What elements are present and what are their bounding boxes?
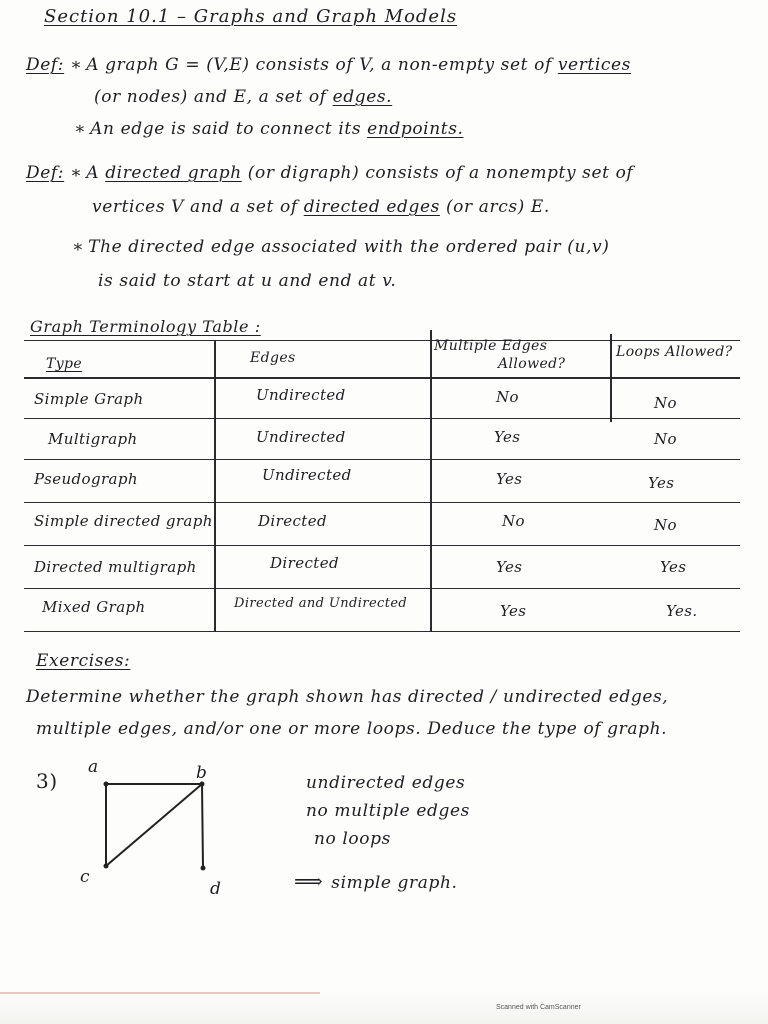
asterisk-icon: ∗ bbox=[70, 55, 83, 75]
vertex-c bbox=[104, 864, 109, 869]
row-type: Mixed Graph bbox=[42, 598, 146, 616]
row-loops: No bbox=[654, 430, 677, 448]
def2-text-1a: A bbox=[86, 163, 106, 183]
bottom-edge-stroke bbox=[0, 992, 320, 994]
def2-term-directed-edges: directed edges bbox=[303, 197, 440, 217]
def1-label: Def: bbox=[26, 55, 65, 75]
table-top-rule bbox=[24, 340, 740, 341]
def1-term-edges: edges. bbox=[332, 87, 393, 107]
vertex-d bbox=[201, 866, 206, 871]
row-multiple: Yes bbox=[496, 558, 523, 576]
def2-line4: is said to start at u and end at v. bbox=[98, 271, 397, 291]
vertex-label-b: b bbox=[196, 763, 208, 783]
vertex-label-d: d bbox=[210, 879, 222, 899]
exercise-number: 3) bbox=[36, 769, 58, 793]
table-row-rule bbox=[24, 502, 740, 503]
exercise-prompt-2: multiple edges, and/or one or more loops. Deduce the type of graph. bbox=[36, 719, 668, 739]
row-edges: Directed and Undirected bbox=[234, 596, 408, 611]
def1-line3 bbox=[74, 118, 464, 140]
def2-line3 bbox=[72, 236, 610, 258]
row-type: Directed multigraph bbox=[34, 558, 197, 576]
row-edges: Undirected bbox=[256, 428, 346, 446]
row-type: Simple Graph bbox=[34, 390, 144, 408]
row-edges: Undirected bbox=[262, 466, 352, 484]
row-multiple: Yes bbox=[496, 470, 523, 488]
scanner-watermark: Scanned with CamScanner bbox=[496, 1004, 581, 1011]
edge-b-d bbox=[202, 784, 203, 868]
row-type: Pseudograph bbox=[34, 470, 138, 488]
row-multiple: No bbox=[502, 512, 525, 530]
def2-text-1c: (or digraph) consists of a nonempty set of bbox=[241, 163, 634, 183]
row-loops: Yes bbox=[648, 474, 675, 492]
conclusion-line bbox=[294, 870, 458, 894]
conclusion-text: simple graph. bbox=[331, 873, 458, 893]
row-loops: Yes bbox=[660, 558, 687, 576]
page-bottom-shade bbox=[0, 990, 768, 1024]
row-multiple: Yes bbox=[494, 428, 521, 446]
row-loops: No bbox=[654, 394, 677, 412]
def1-term-endpoints: endpoints. bbox=[367, 119, 464, 139]
table-row-rule bbox=[24, 418, 740, 419]
row-edges: Undirected bbox=[256, 386, 346, 404]
def2-text-3: The directed edge associated with the ordered pair (u,v) bbox=[88, 237, 610, 257]
header-loops: Loops Allowed? bbox=[616, 344, 733, 360]
vertex-label-c: c bbox=[80, 867, 91, 887]
exercise-prompt-1: Determine whether the graph shown has directed / undirected edges, bbox=[26, 687, 669, 707]
answer-line-1: undirected edges bbox=[306, 773, 466, 793]
answer-line-2: no multiple edges bbox=[306, 801, 470, 821]
def2-text-2c: (or arcs) E. bbox=[439, 197, 550, 217]
vertex-label-a: a bbox=[88, 757, 99, 777]
def1-text-3: An edge is said to connect its bbox=[90, 119, 368, 139]
row-loops: Yes. bbox=[666, 602, 698, 620]
table-header-rule bbox=[24, 377, 740, 379]
header-multiple-1: Multiple Edges bbox=[434, 338, 548, 354]
table-bottom-rule bbox=[24, 631, 740, 632]
def1-term-vertices: vertices bbox=[557, 55, 632, 75]
def1-text-1: A graph G = (V,E) consists of V, a non-empty set of bbox=[86, 55, 558, 75]
row-edges: Directed bbox=[270, 554, 339, 572]
table-label: Graph Terminology Table : bbox=[30, 317, 261, 336]
def2-line1 bbox=[26, 162, 633, 184]
def1-text-2: (or nodes) and E, a set of bbox=[94, 87, 333, 107]
implies-arrow-icon: ⟹ bbox=[294, 869, 324, 893]
table-col-rule bbox=[214, 340, 216, 631]
section-title: Section 10.1 – Graphs and Graph Models bbox=[44, 6, 458, 27]
def2-label: Def: bbox=[26, 163, 65, 183]
table-row-rule bbox=[24, 588, 740, 589]
def2-text-2a: vertices V and a set of bbox=[92, 197, 304, 217]
row-multiple: No bbox=[496, 388, 519, 406]
table-col-rule bbox=[430, 330, 432, 631]
asterisk-icon: ∗ bbox=[72, 237, 85, 257]
def1-line1 bbox=[26, 54, 631, 76]
table-row-rule bbox=[24, 545, 740, 546]
header-type: Type bbox=[46, 356, 83, 372]
edge-c-b bbox=[106, 784, 202, 866]
header-edges: Edges bbox=[250, 350, 296, 366]
header-multiple-2: Allowed? bbox=[498, 356, 566, 372]
exercises-heading: Exercises: bbox=[36, 651, 131, 671]
row-edges: Directed bbox=[258, 512, 327, 530]
row-loops: No bbox=[654, 516, 677, 534]
asterisk-icon: ∗ bbox=[74, 119, 87, 139]
vertex-a bbox=[104, 782, 109, 787]
def1-line2 bbox=[94, 86, 392, 108]
table-col-rule bbox=[610, 334, 612, 422]
table-row-rule bbox=[24, 459, 740, 460]
asterisk-icon: ∗ bbox=[70, 163, 83, 183]
row-type: Simple directed graph bbox=[34, 512, 213, 530]
def2-term-directed-graph: directed graph bbox=[105, 163, 242, 183]
answer-line-3: no loops bbox=[314, 829, 391, 849]
row-multiple: Yes bbox=[500, 602, 527, 620]
def2-line2 bbox=[92, 196, 550, 218]
row-type: Multigraph bbox=[48, 430, 138, 448]
